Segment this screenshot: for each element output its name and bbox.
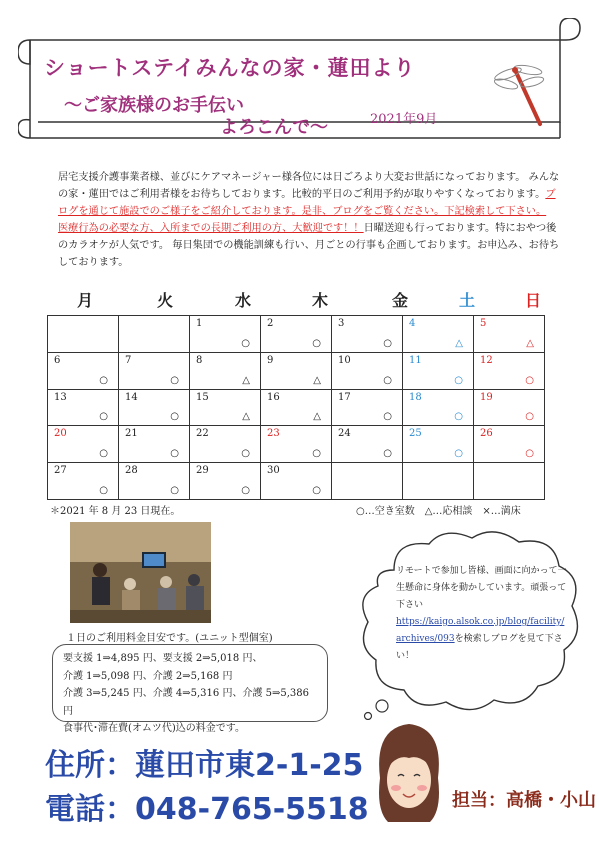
day-number: 28 — [125, 465, 138, 477]
calendar-day — [332, 426, 403, 463]
availability-mark: ○ — [170, 448, 179, 460]
calendar-day — [332, 352, 403, 389]
day-number: 11 — [409, 354, 422, 366]
day-number: 25 — [409, 428, 422, 440]
calendar-week — [48, 463, 545, 500]
day-number: 22 — [196, 428, 209, 440]
day-number: 21 — [125, 428, 138, 440]
calendar-day — [261, 463, 332, 500]
day-number: 29 — [196, 465, 209, 477]
availability-mark: △ — [313, 411, 321, 423]
intro-text-1: 居宅支援介護事業者様、並びにケアマネージャー様各位には日ごろより大変お世話になっております。 みんなの家・蓮田ではご利用者様をお待ちしております。比較的平日のご利用予約が取りやすくなっております。 — [58, 172, 560, 200]
day-number: 17 — [338, 391, 351, 403]
day-number: 2 — [267, 318, 274, 329]
calendar-legend: ○…空き室数 △…応相談 ×…満床 — [356, 506, 521, 517]
address: 住所：蓮田市東2-1-25 — [45, 748, 364, 783]
calendar-day — [119, 426, 190, 463]
calendar-day — [48, 316, 119, 353]
calendar-day — [403, 316, 474, 353]
calendar-day — [119, 352, 190, 389]
calendar-week — [48, 426, 545, 463]
availability-mark: ○ — [383, 374, 392, 386]
dragonfly-icon — [494, 62, 554, 132]
availability-mark: △ — [313, 374, 321, 386]
calendar-day — [261, 352, 332, 389]
availability-calendar — [47, 315, 545, 500]
availability-mark: ○ — [383, 411, 392, 423]
day-number: 13 — [54, 391, 67, 403]
availability-mark: ○ — [99, 374, 108, 386]
staff-face-illustration — [372, 718, 446, 828]
calendar-note: ＊2021 年 8 月 23 日現在。 — [50, 506, 181, 517]
day-number: 8 — [196, 354, 203, 366]
day-number: 19 — [480, 391, 493, 403]
intro-blog-note: ブログを通じて施設でのご様子をご紹介しております。是非、ブログをご覧ください。下記検索して下さい。 — [58, 189, 556, 217]
availability-mark: △ — [455, 337, 463, 349]
calendar-day — [119, 463, 190, 500]
subtitle-line-2: よろこんで～ — [220, 117, 328, 138]
calendar-day — [474, 316, 545, 353]
day-number: 5 — [480, 318, 487, 329]
phone-number[interactable]: 電話：048-765-5518 — [45, 792, 369, 827]
calendar-day — [190, 316, 261, 353]
calendar-day — [48, 389, 119, 426]
availability-mark: ○ — [454, 374, 463, 386]
day-number: 16 — [267, 391, 280, 403]
availability-mark: ○ — [241, 448, 250, 460]
subtitle-line-1: ～ご家族様のお手伝い — [64, 95, 244, 116]
cloud-text — [396, 563, 568, 665]
availability-mark: ○ — [525, 448, 534, 460]
availability-mark: △ — [242, 411, 250, 423]
availability-mark: ○ — [525, 374, 534, 386]
day-number: 6 — [54, 354, 61, 366]
availability-mark: ○ — [170, 411, 179, 423]
availability-mark: ○ — [99, 448, 108, 460]
weekday-thu: 木 — [311, 291, 328, 310]
day-number: 3 — [338, 318, 345, 329]
calendar-day — [261, 426, 332, 463]
day-number: 9 — [267, 354, 274, 366]
cloud-message-2: を検索しブログを見て下さい！ — [396, 634, 563, 661]
availability-mark: ○ — [383, 448, 392, 460]
calendar-day — [332, 316, 403, 353]
calendar-day — [332, 389, 403, 426]
cost-line-3: 介護 3⇒5,245 円、介護 4⇒5,316 円、介護 5⇒5,386 円 — [63, 688, 310, 717]
intro-medical-note: 医療行為の必要な方、入所までの長期ご利用の方、大歓迎です！！ — [58, 223, 364, 234]
availability-mark: ○ — [99, 411, 108, 423]
calendar-day — [403, 426, 474, 463]
weekday-fri: 金 — [391, 291, 408, 310]
calendar-day — [190, 352, 261, 389]
day-number: 15 — [196, 391, 209, 403]
calendar-day — [190, 426, 261, 463]
cost-line-1: 要支援 1⇒4,895 円、要支援 2⇒5,018 円、 — [63, 653, 263, 664]
cost-line-4: 食事代･滞在費(オムツ代)込の料金です。 — [63, 723, 246, 734]
calendar-day — [48, 352, 119, 389]
calendar-day — [119, 389, 190, 426]
calendar-day — [190, 389, 261, 426]
day-number: 7 — [125, 354, 132, 366]
availability-mark: ○ — [383, 337, 392, 349]
day-number: 30 — [267, 465, 280, 477]
day-number: 1 — [196, 318, 203, 329]
weekday-sat: 土 — [458, 291, 475, 310]
availability-mark: ○ — [99, 484, 108, 496]
calendar-day — [332, 463, 403, 500]
availability-mark: ○ — [241, 484, 250, 496]
availability-mark: ○ — [170, 374, 179, 386]
day-number: 20 — [54, 428, 67, 440]
day-number: 27 — [54, 465, 67, 477]
cloud-message: リモートで参加し皆様、画面に向かって一生懸命に身体を動かしています。頑張って下さい — [396, 566, 567, 610]
availability-mark: ○ — [312, 484, 321, 496]
availability-mark: △ — [242, 374, 250, 386]
cost-heading: １日のご利用料金目安です。(ユニット型個室) — [66, 633, 273, 644]
availability-mark: ○ — [241, 337, 250, 349]
weekday-tue: 火 — [156, 291, 173, 310]
calendar-day — [403, 463, 474, 500]
weekday-wed: 水 — [234, 291, 251, 310]
calendar-day — [474, 352, 545, 389]
day-number: 4 — [409, 318, 416, 329]
availability-mark: △ — [526, 337, 534, 349]
calendar-day — [474, 463, 545, 500]
calendar-day — [403, 389, 474, 426]
day-number: 26 — [480, 428, 493, 440]
page-title: ショートステイみんなの家・蓮田より — [44, 56, 416, 80]
calendar-day — [474, 426, 545, 463]
calendar-week — [48, 352, 545, 389]
intro-text — [58, 169, 564, 271]
day-number: 23 — [267, 428, 280, 440]
blog-link[interactable]: https://kaigo.alsok.co.jp/blog/facility/archives/093 — [396, 617, 565, 644]
availability-mark: ○ — [454, 448, 463, 460]
day-number: 12 — [480, 354, 493, 366]
activity-photo — [70, 522, 211, 623]
staff-contact: 担当：高橋・小山 — [452, 790, 596, 811]
availability-mark: ○ — [525, 411, 534, 423]
calendar-day — [190, 463, 261, 500]
calendar-day — [261, 316, 332, 353]
calendar-day — [261, 389, 332, 426]
calendar-week — [48, 389, 545, 426]
cost-box — [52, 644, 328, 734]
calendar-day — [48, 426, 119, 463]
calendar-day — [119, 316, 190, 353]
calendar-day — [403, 352, 474, 389]
availability-mark: ○ — [454, 411, 463, 423]
calendar-day — [474, 389, 545, 426]
day-number: 10 — [338, 354, 351, 366]
weekday-mon: 月 — [76, 291, 93, 310]
cost-line-2: 介護 1⇒5,098 円、介護 2⇒5,168 円 — [63, 670, 233, 682]
intro-text-2: 日曜送迎も行っております。特におやつ後のカラオケが人気です。 毎日集団での機能訓練も行い、月ごとの行事も企画しております。お申込み、お待ちしております。 — [58, 223, 560, 268]
day-number: 14 — [125, 391, 138, 403]
availability-mark: ○ — [170, 484, 179, 496]
day-number: 24 — [338, 428, 351, 440]
availability-mark: ○ — [312, 448, 321, 460]
calendar-day — [48, 463, 119, 500]
calendar-week — [48, 316, 545, 353]
availability-mark: ○ — [312, 337, 321, 349]
weekday-sun: 日 — [524, 291, 541, 310]
issue-date: 2021年9月 — [370, 112, 438, 127]
day-number: 18 — [409, 391, 422, 403]
